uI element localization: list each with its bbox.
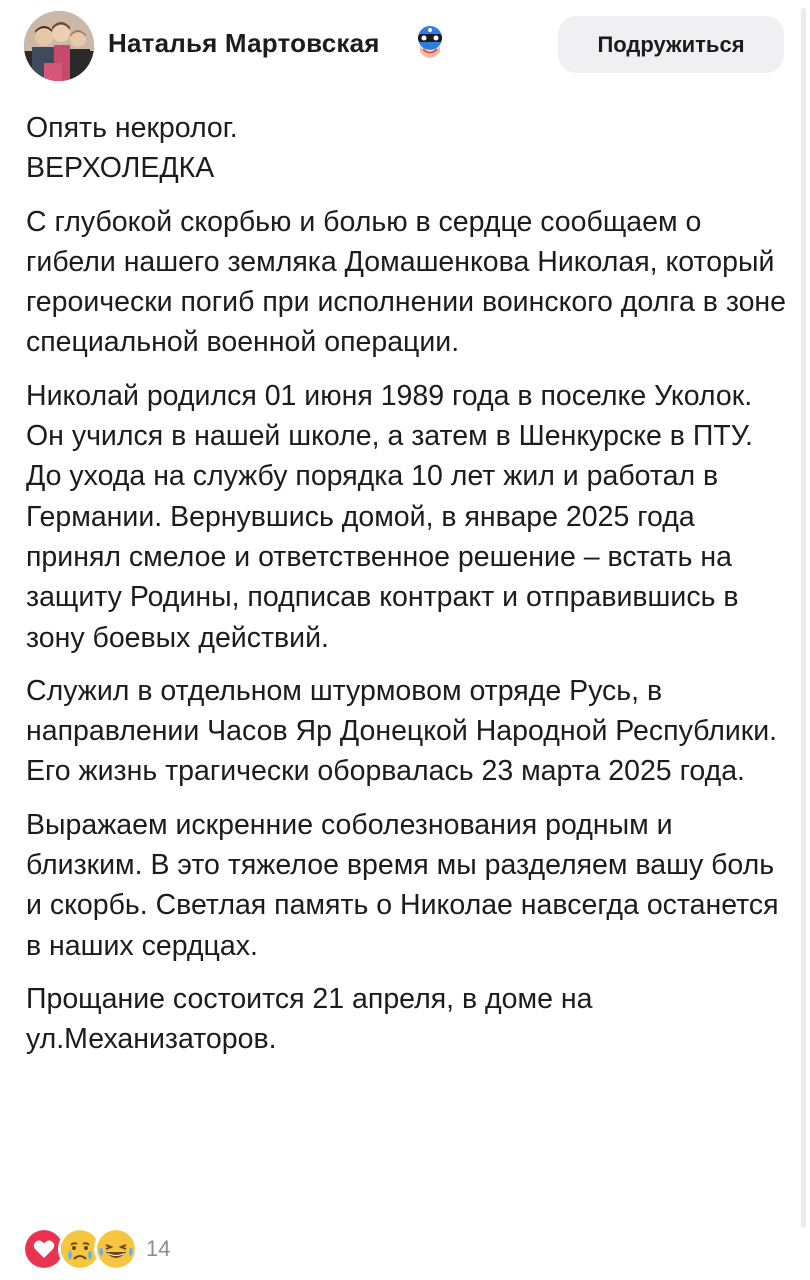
post-paragraph: Выражаем искренние соболезнования родным и близким. В это тяжелое время мы разделяем вашу боль и скорбь. Светлая память о Николае навсегда останется в наших сердцах. <box>26 808 779 962</box>
laughing-face-icon[interactable] <box>94 1227 138 1271</box>
post-paragraph: Опять некролог. ВЕРХОЛЕДКА <box>26 112 238 185</box>
superhero-badge-icon <box>412 24 448 64</box>
post-header <box>0 0 810 92</box>
add-friend-button[interactable]: Подружиться <box>558 16 784 73</box>
author-avatar[interactable] <box>24 11 94 81</box>
reactions-bar[interactable] <box>22 1225 170 1273</box>
post-paragraph: Прощание состоится 21 апреля, в доме на ул.Механизаторов. <box>26 982 593 1056</box>
author-name[interactable]: Наталья Мартовская <box>108 28 380 58</box>
reaction-count[interactable]: 14 <box>146 1236 171 1261</box>
post-paragraph: С глубокой скорбью и болью в сердце сообщаем о гибели нашего земляка Домашенкова Николая, который героически погиб при исполнении воинского долга в зоне специальной военной операции. <box>26 205 787 359</box>
group-photo-avatar-icon <box>24 11 94 81</box>
post-paragraph: Николай родился 01 июня 1989 года в поселке Уколок. Он учился в нашей школе, а затем в Шенкурске в ПТУ. До ухода на службу порядка 10 лет жил и работал в Германии. Вернувшись домой, в январе 2025 года принял смелое и ответственное решение – встать на защиту Родины, подписав контракт и отправившись в зону боевых действий. <box>26 379 753 654</box>
scrollbar[interactable] <box>801 8 806 1228</box>
post-paragraph: Служил в отдельном штурмовом отряде Русь, в направлении Часов Яр Донецкой Народной Республики. Его жизнь трагически оборвалась 23 марта 2025 года. <box>26 674 778 788</box>
post-text <box>26 108 796 1073</box>
